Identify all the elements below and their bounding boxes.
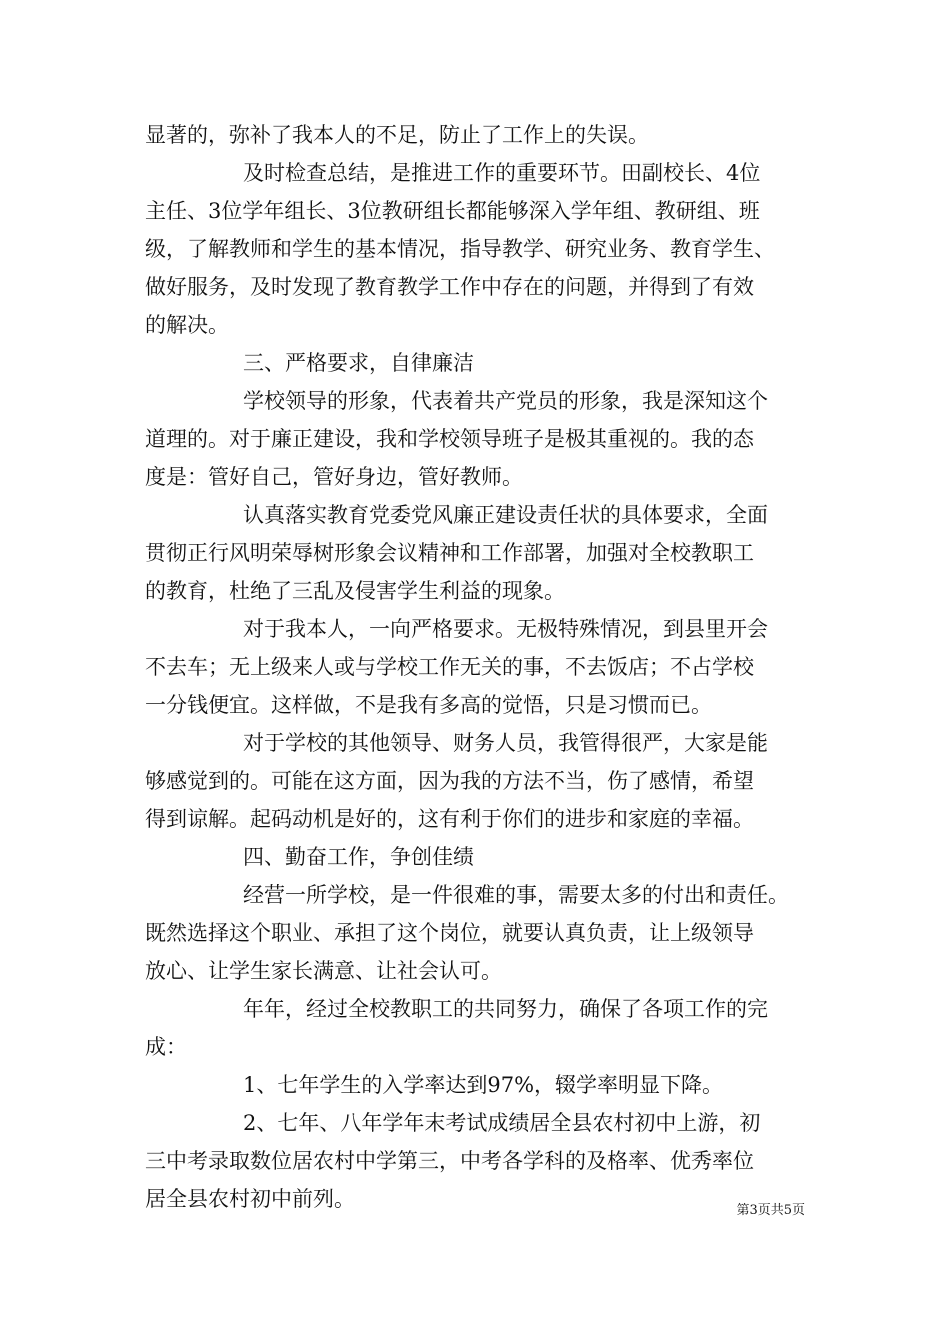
text-line: 三中考录取数位居农村中学第三，中考各学科的及格率、优秀率位 [145, 1149, 754, 1173]
text-line: 成： [145, 1035, 187, 1059]
text-line: 够感觉到的。可能在这方面，因为我的方法不当，伤了感情，希望 [145, 769, 754, 793]
page-number: 第3页共5页 [736, 1203, 805, 1218]
list-item: 2、七年、八年学年末考试成绩居全县农村初中上游，初 [243, 1111, 761, 1135]
paragraph-first-line: 学校领导的形象，代表着共产党员的形象，我是深知这个 [243, 389, 768, 413]
document-body [145, 116, 810, 1218]
text-line: 放心、让学生家长满意、让社会认可。 [145, 959, 502, 983]
text-line: 得到谅解。起码动机是好的，这有利于你们的进步和家庭的幸福。 [145, 807, 754, 831]
paragraph-first-line: 对于我本人，一向严格要求。无极特殊情况，到县里开会 [243, 617, 768, 641]
section-heading: 三、严格要求，自律廉洁 [243, 351, 474, 375]
paragraph-first-line: 及时检查总结，是推进工作的重要环节。田副校长、4位 [243, 161, 761, 185]
text-line: 道理的。对于廉正建设，我和学校领导班子是极其重视的。我的态 [145, 427, 754, 451]
text-line: 做好服务，及时发现了教育教学工作中存在的问题，并得到了有效 [145, 275, 754, 299]
section-heading: 四、勤奋工作，争创佳绩 [243, 845, 474, 869]
text-line: 贯彻正行风明荣辱树形象会议精神和工作部署，加强对全校教职工 [145, 541, 754, 565]
text-line: 级，了解教师和学生的基本情况，指导教学、研究业务、教育学生、 [145, 237, 775, 261]
text-line: 主任、3位学年组长、3位教研组长都能够深入学年组、教研组、班 [145, 199, 760, 223]
text-line: 的教育，杜绝了三乱及侵害学生利益的现象。 [145, 579, 565, 603]
text-line: 度是：管好自己，管好身边，管好教师。 [145, 465, 523, 489]
text-line: 一分钱便宜。这样做，不是我有多高的觉悟，只是习惯而已。 [145, 693, 712, 717]
paragraph-first-line: 对于学校的其他领导、财务人员，我管得很严，大家是能 [243, 731, 768, 755]
paragraph-first-line: 认真落实教育党委党风廉正建设责任状的具体要求，全面 [243, 503, 768, 527]
paragraph-first-line: 年年，经过全校教职工的共同努力，确保了各项工作的完 [243, 997, 768, 1021]
text-line: 居全县农村初中前列。 [145, 1187, 355, 1211]
text-line: 不去车；无上级来人或与学校工作无关的事，不去饭店；不占学校 [145, 655, 754, 679]
text-line: 显著的，弥补了我本人的不足，防止了工作上的失误。 [145, 123, 649, 147]
text-line: 既然选择这个职业、承担了这个岗位，就要认真负责，让上级领导 [145, 921, 754, 945]
list-item: 1、七年学生的入学率达到97%，辍学率明显下降。 [243, 1073, 724, 1097]
text-line: 的解决。 [145, 313, 229, 337]
paragraph-first-line: 经营一所学校，是一件很难的事，需要太多的付出和责任。 [243, 883, 789, 907]
